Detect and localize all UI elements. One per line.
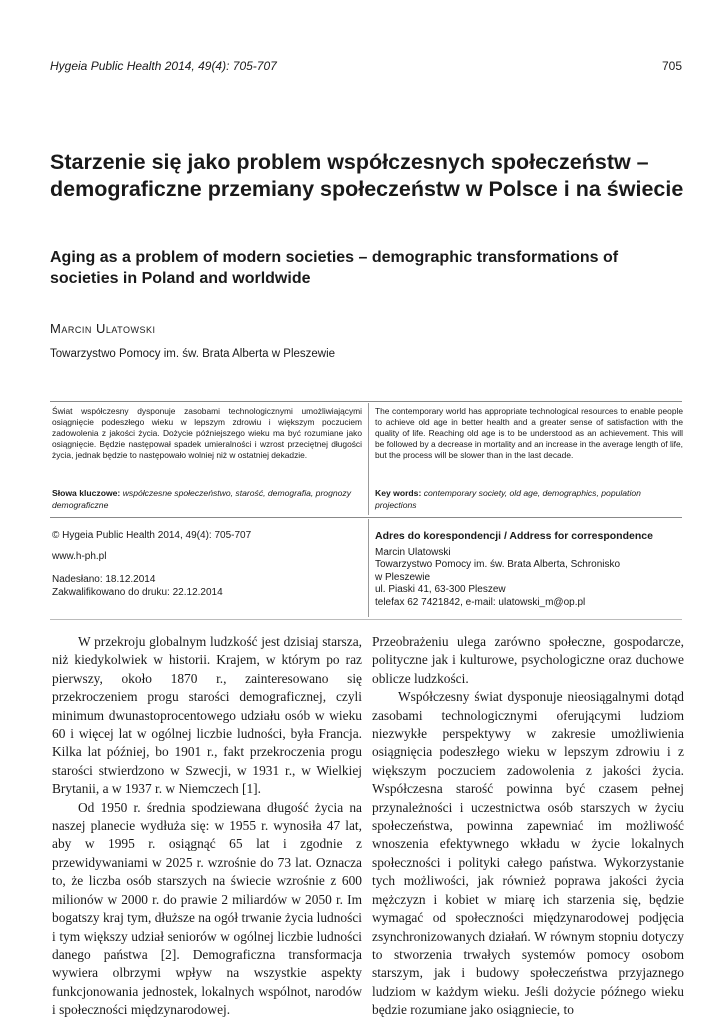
- meta-column-divider: [368, 519, 369, 617]
- abstract-top-rule: [50, 401, 682, 402]
- author-name: Marcin Ulatowski: [50, 321, 156, 336]
- submission-dates: [52, 574, 223, 599]
- correspondence-line: w Pleszewie: [375, 571, 431, 583]
- correspondence-line: Towarzystwo Pomocy im. św. Brata Alberta, Schronisko: [375, 559, 621, 570]
- abstract-polish: Świat współczesny dysponuje zasobami technologicznymi umożliwiającymi osiągnięcie podeszłego wieku w lepszym zdrowiu i większym poczuciem zadowolenia z jakości życia. Dożycie późniejszego wieku ma być rozumiane jako osiągnięcie. Będzie następował spadek umieralności i wzrost przeciętnej długości życia, jednak będzie to następowało wolniej niż w ostatniej dekadzie.: [52, 406, 362, 460]
- author-affiliation: Towarzystwo Pomocy im. św. Brata Alberta w Pleszewie: [50, 348, 336, 360]
- article-title-english: Aging as a problem of modern societies – demographic transformations of societies in Poland and worldwide: [50, 249, 619, 287]
- correspondence-line: Marcin Ulatowski: [375, 546, 451, 558]
- accepted-date: Zakwalifikowano do druku: 22.12.2014: [52, 586, 223, 598]
- journal-citation: Hygeia Public Health 2014, 49(4): 705-707: [50, 59, 277, 73]
- keywords-english-text: contemporary society, old age, demographics, population projections: [375, 488, 641, 510]
- keywords-polish-text: współczesne społeczeństwo, starość, demografia, prognozy demograficzne: [52, 488, 352, 510]
- copyright-line: © Hygeia Public Health 2014, 49(4): 705-707: [52, 530, 252, 541]
- correspondence-address: [375, 530, 683, 609]
- keywords-polish-label: Słowa kluczowe:: [52, 488, 121, 498]
- correspondence-line: ul. Piaski 41, 63-300 Pleszew: [375, 584, 506, 595]
- body-paragraph: W przekroju globalnym ludzkość jest dzisiaj starsza, niż kiedykolwiek w historii. Krajem, w którym po raz pierwszy, około 1870 r., zainteresowano się przekroczeniem progu starości demograficznej, czyli minimum dwunastoprocentowego udziału osób w wieku 60 i więcej lat w ogólnej liczbie ludności, była Francja. Kilka lat później, bo 1901 r., fakt przekroczenia progu starości stwierdzono w Szwecji, w 1931 r., w Wielkiej Brytanii, a w 1937 r. w Niemczech [1].: [52, 634, 362, 797]
- body-paragraph: Współczesny świat dysponuje nieosiągalnymi dotąd zasobami technologicznymi oferującymi ludziom niezwykłe perspektywy w zakresie umożliwienia osiągnięcia podeszłego wieku w lepszym zdrowiu i z większym poczuciem zadowolenia z jakości życia. Współczesna starość powinna być czasem pełnej przynależności i uczestnictwa osób starszych w życiu społeczeństwa, powinna zapewniać im możliwość wnoszenia efektywnego wkładu w życie lokalnych społeczności i polityki całego państwa. Wykorzystanie tych możliwości, jak również poprawa jakości życia mężczyzn i kobiet w miarę ich starzenia się, będzie wymagać od społeczności międzynarodowej podjęcia zsynchronizowanych działań. W równym stopniu dotyczy to stworzenia trwałych systemów pomocy osobom starszym, jak i budowy społeczeństwa przyjaznego ludziom w każdym wieku. Jeśli dożycie późnego wieku będzie rozumiane jako osiągniecie, to: [372, 689, 684, 1018]
- journal-website: www.h-ph.pl: [52, 551, 107, 562]
- abstract-english: The contemporary world has appropriate technological resources to enable people to achieve old age in better health and a greater sense of satisfaction with the quality of life. Reaching old age is to be understood as an achievement. This will be followed by a decrease in mortality and an increase in the average length of life, but the process will be slower than in the last decade.: [375, 406, 683, 460]
- body-paragraph: Od 1950 r. średnia spodziewana długość życia na naszej planecie wydłuża się: w 1955 r. wynosiła 47 lat, aby w 1995 r. osiągnąć 65 lat i zgodnie z przewidywaniami w 2025 r. wzrośnie do 73 lat. Oznacza to, że liczba osób starszych na świecie wzrośnie z 600 milionów w 2000 r. do prawie 2 miliardów w 2050 r. Im bogatszy kraj tym, dłuższe na ogół trwanie życia ludności i tym większy udział seniorów w ogólnej liczbie ludności danego państwa [2]. Demograficzna transformacja wywiera olbrzymi wpływ na wszystkie aspekty funkcjonowania jednostek, lokalnych wspólnot, narodów i społeczności międzynarodowej.: [52, 799, 362, 1018]
- body-column-right: [372, 633, 684, 1020]
- keywords-english-label: Key words:: [375, 488, 422, 498]
- correspondence-line: telefax 62 7421842, e-mail: ulatowski_m@op.pl: [375, 596, 586, 608]
- keywords-polish: [52, 488, 362, 511]
- body-top-rule: [50, 619, 682, 620]
- body-column-left: [52, 633, 362, 1020]
- abstract-column-divider: [368, 403, 369, 515]
- page-number: 705: [661, 59, 682, 73]
- meta-top-rule: [50, 517, 682, 518]
- body-paragraph: Przeobrażeniu ulega zarówno społeczne, gospodarcze, polityczne jak i kulturowe, psychologiczne oraz duchowe oblicze ludzkości.: [372, 634, 684, 686]
- running-header: [50, 59, 682, 79]
- article-title-polish: Starzenie się jako problem współczesnych społeczeństw – demograficzne przemiany społeczeństw w Polsce i na świecie: [50, 150, 684, 201]
- correspondence-heading: Adres do korespondencji / Address for correspondence: [375, 530, 653, 542]
- received-date: Nadesłano: 18.12.2014: [52, 574, 156, 585]
- keywords-english: [375, 488, 683, 511]
